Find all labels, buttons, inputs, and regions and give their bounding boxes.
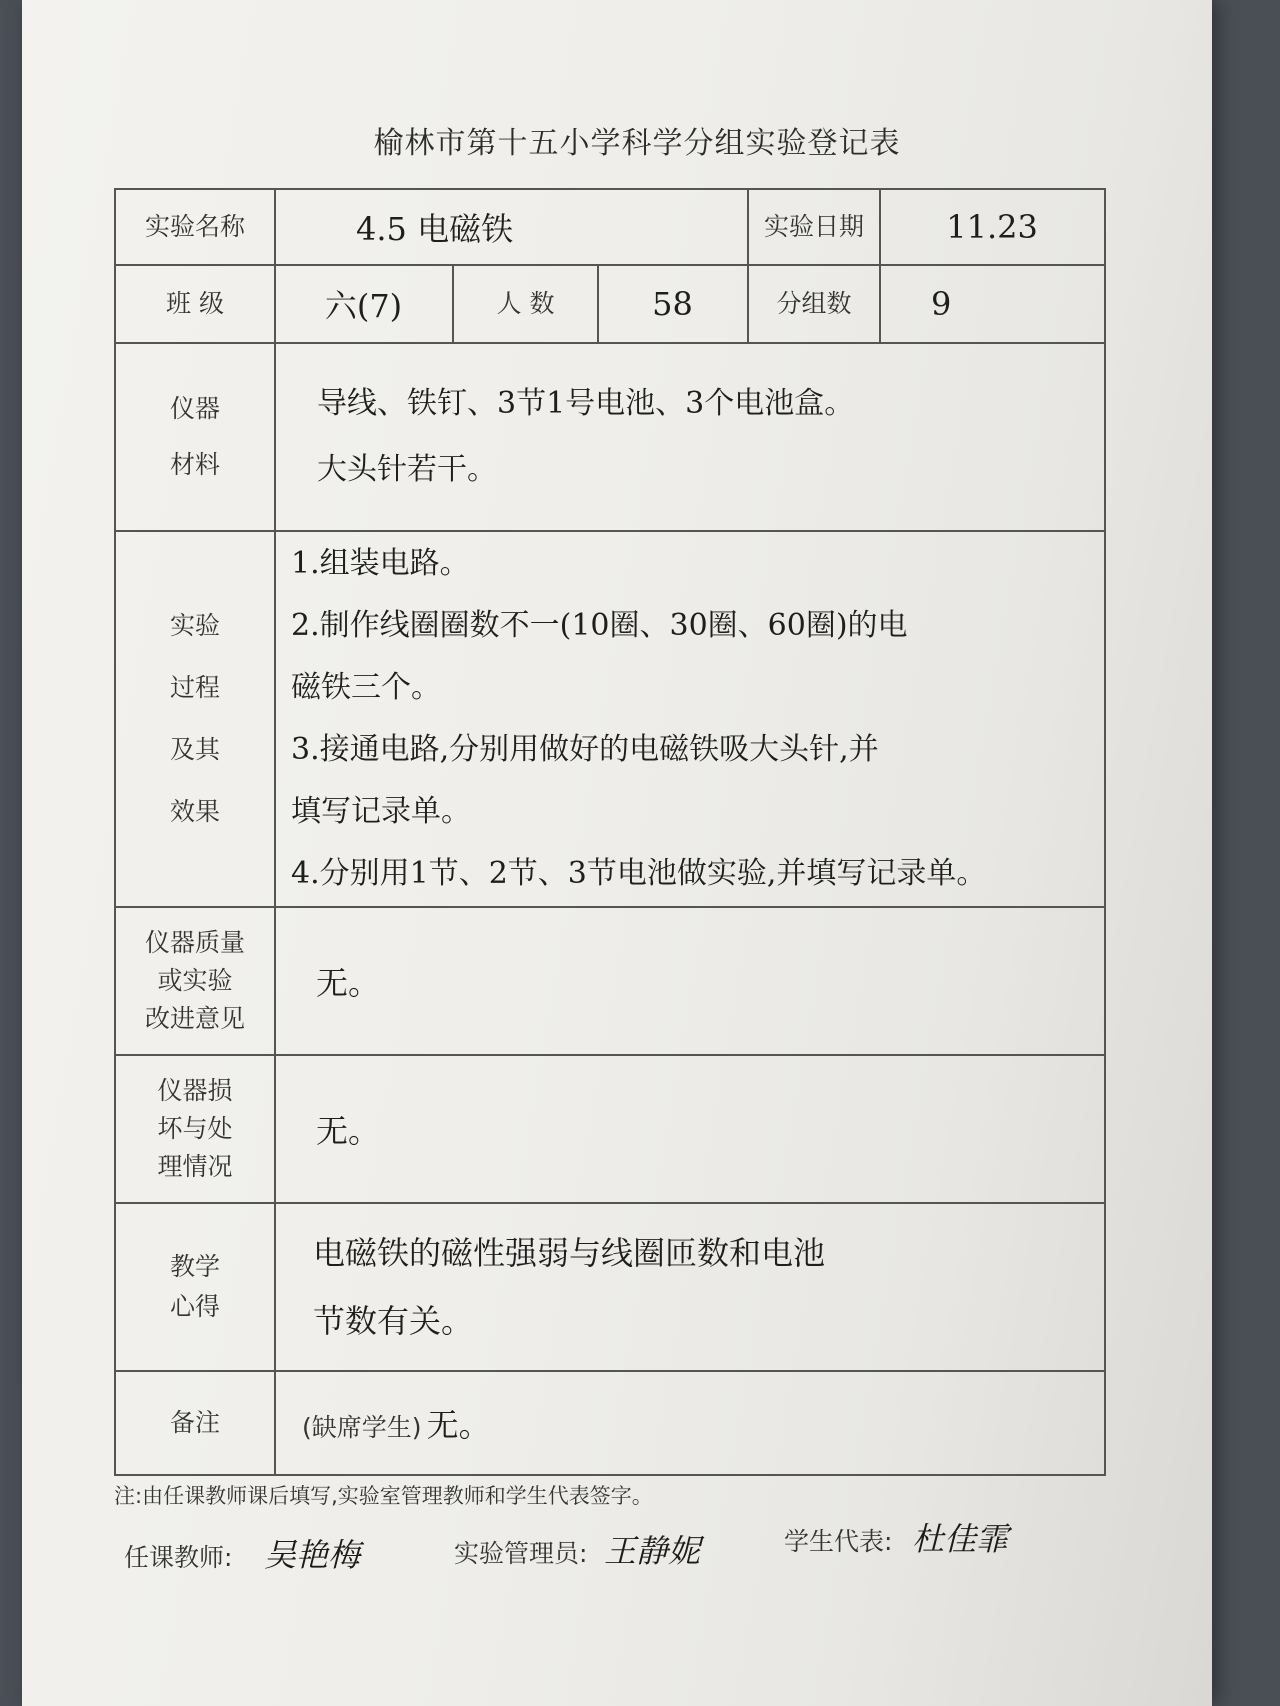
experiment-date-label: 实验日期	[748, 189, 880, 265]
damage-label-line: 理情况	[157, 1152, 233, 1181]
signature-row	[114, 1508, 1114, 1588]
remarks-handwritten: 无。	[426, 1406, 491, 1444]
process-label-line: 及其	[169, 735, 220, 764]
process-line: 4.分别用1节、2节、3节电池做实验,并填写记录单。	[291, 856, 987, 891]
table-row	[115, 189, 1105, 265]
process-line: 1.组装电路。	[291, 546, 470, 581]
remarks-label: 备注	[115, 1371, 275, 1475]
table-row	[115, 265, 1105, 343]
equipment-label-line: 材料	[169, 450, 220, 479]
remarks-prefix: (缺席学生)	[302, 1413, 422, 1442]
quality-label-line: 改进意见	[144, 1004, 245, 1033]
table-row	[115, 1371, 1105, 1475]
experiment-record-table	[114, 188, 1106, 1476]
process-label-line: 效果	[169, 797, 220, 826]
experiment-name-value: 4.5 电磁铁	[275, 189, 748, 265]
quality-label	[115, 907, 275, 1055]
insight-line: 节数有关。	[313, 1302, 474, 1340]
equipment-value	[275, 343, 1105, 531]
insight-label-line: 心得	[169, 1292, 220, 1321]
group-count-label: 分组数	[748, 265, 880, 343]
process-line: 2.制作线圈圈数不一(10圈、30圈、60圈)的电	[291, 608, 908, 643]
damage-value: 无。	[275, 1055, 1105, 1203]
headcount-label: 人 数	[453, 265, 598, 343]
damage-label	[115, 1055, 275, 1203]
table-row	[115, 531, 1105, 907]
class-label: 班 级	[115, 265, 275, 343]
equipment-label-line: 仪器	[169, 394, 220, 423]
equipment-line: 大头针若干。	[317, 452, 497, 487]
class-value: 六(7)	[275, 265, 453, 343]
insight-label	[115, 1203, 275, 1371]
quality-label-line: 仪器质量	[144, 928, 245, 957]
equipment-line: 导线、铁钉、3节1号电池、3个电池盒。	[317, 386, 855, 421]
teacher-label: 任课教师:	[124, 1543, 233, 1572]
headcount-value: 58	[598, 265, 748, 343]
student-label: 学生代表:	[784, 1527, 893, 1556]
admin-signature: 王静妮	[604, 1532, 701, 1570]
process-line: 磁铁三个。	[291, 670, 441, 705]
group-count-value: 9	[880, 265, 1105, 343]
insight-value	[275, 1203, 1105, 1371]
admin-label: 实验管理员:	[454, 1539, 588, 1568]
process-line: 填写记录单。	[291, 794, 471, 829]
experiment-name-label: 实验名称	[115, 189, 275, 265]
process-value	[275, 531, 1105, 907]
table-row	[115, 907, 1105, 1055]
form-title: 榆林市第十五小学科学分组实验登记表	[373, 126, 901, 161]
equipment-label	[115, 343, 275, 531]
process-line: 3.接通电路,分别用做好的电磁铁吸大头针,并	[291, 732, 879, 767]
damage-label-line: 坏与处	[157, 1114, 233, 1143]
process-label	[115, 531, 275, 907]
teacher-signature: 吴艳梅	[264, 1536, 361, 1574]
experiment-date-value: 11.23	[880, 189, 1105, 265]
table-row	[115, 343, 1105, 531]
insight-line: 电磁铁的磁性强弱与线圈匝数和电池	[313, 1234, 826, 1272]
student-signature: 杜佳霏	[912, 1520, 1009, 1558]
table-row	[115, 1055, 1105, 1203]
quality-label-line: 或实验	[157, 966, 233, 995]
table-row	[115, 1203, 1105, 1371]
process-label-line: 实验	[169, 611, 220, 640]
remarks-value	[275, 1371, 1105, 1475]
form-footnote: 注:由任课教师课后填写,实验室管理教师和学生代表签字。	[114, 1484, 653, 1508]
quality-value: 无。	[275, 907, 1105, 1055]
process-label-line: 过程	[169, 673, 220, 702]
damage-label-line: 仪器损	[157, 1076, 233, 1105]
registration-form-sheet	[22, 0, 1212, 1706]
insight-label-line: 教学	[169, 1252, 220, 1281]
